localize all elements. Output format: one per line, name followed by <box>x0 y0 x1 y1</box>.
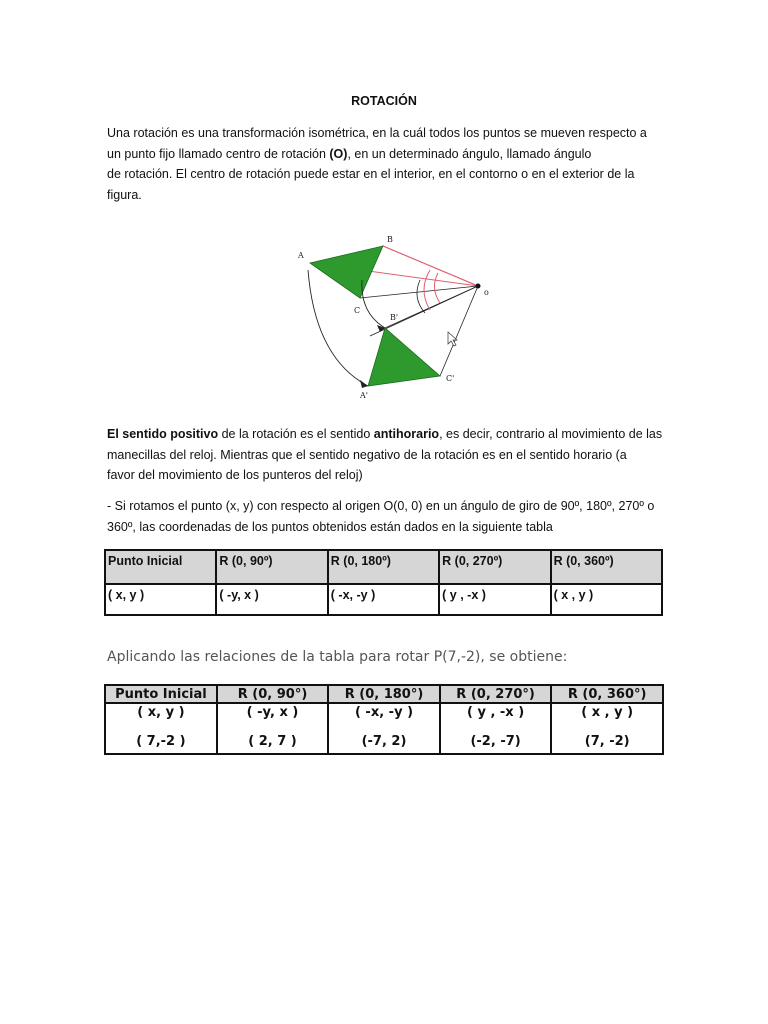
intro-line-4: figura. <box>107 187 142 202</box>
table-header-cell: R (0, 270°) <box>440 685 552 703</box>
sense-line-1 <box>107 424 667 445</box>
page-title: ROTACIÓN <box>351 94 417 108</box>
table-header-row <box>105 685 663 703</box>
table-cell <box>105 703 217 754</box>
formula: ( -y, x ) <box>246 705 299 720</box>
sense-text: de la rotación es el sentido <box>218 427 374 441</box>
result: (-2, -7) <box>470 734 521 749</box>
label-c-prime: C' <box>446 374 455 383</box>
table-cell: ( -y, x ) <box>216 584 327 615</box>
rotated-triangle <box>368 328 440 386</box>
table-cell <box>440 703 552 754</box>
label-a: A <box>298 251 304 260</box>
original-triangle <box>310 246 383 298</box>
sense-line-3: favor del movimiento de los punteros del reloj) <box>107 468 363 482</box>
table-header-cell: R (0, 90º) <box>216 550 327 584</box>
table-header-cell: R (0, 180°) <box>328 685 440 703</box>
table-header-cell: R (0, 270º) <box>439 550 550 584</box>
table-cell: ( x, y ) <box>105 584 216 615</box>
intro-text: , en un determinado ángulo, llamado ángulo <box>347 146 592 161</box>
example-caption: Aplicando las relaciones de la tabla para rotar P(7,-2), se obtiene: <box>107 649 568 665</box>
table-header-cell: R (0, 90°) <box>217 685 328 703</box>
table-cell: ( y , -x ) <box>439 584 550 615</box>
intro-line-2 <box>107 144 667 165</box>
rule-paragraph <box>107 496 667 537</box>
rotation-rules-table <box>104 549 663 616</box>
cursor-icon <box>448 332 457 346</box>
table-header-cell: R (0, 180º) <box>328 550 439 584</box>
rotation-arc-b <box>362 280 385 328</box>
table-header-cell: Punto Inicial <box>105 550 216 584</box>
label-o: o <box>484 288 489 297</box>
table-row <box>105 584 662 615</box>
example-table <box>104 684 664 755</box>
line-c-o <box>360 286 478 298</box>
rotation-figure <box>290 228 490 408</box>
table-header-row <box>105 550 662 584</box>
sense-text: El sentido positivo <box>107 427 219 441</box>
result: (7, -2) <box>584 734 630 749</box>
intro-text: . El centro de rotación puede estar en el interior, en el contorno o en el exterior de la <box>168 167 635 181</box>
center-point <box>476 284 481 289</box>
sense-paragraph <box>107 424 667 486</box>
sense-text: antihorario <box>373 427 440 441</box>
table-cell <box>217 703 328 754</box>
intro-text: de rotación <box>107 167 169 181</box>
intro-paragraph <box>107 123 667 205</box>
formula: ( x, y ) <box>137 705 185 720</box>
sense-line-2: manecillas del reloj. Mientras que el sentido negativo de la rotación es en el sentido horario (a <box>107 447 627 462</box>
result: (-7, 2) <box>361 734 407 749</box>
formula: ( -x, -y ) <box>354 705 414 720</box>
table-header-cell: Punto Inicial <box>105 685 217 703</box>
label-b: B <box>387 235 393 244</box>
result: ( 2, 7 ) <box>248 734 297 749</box>
center-label: (O) <box>329 146 348 161</box>
angle-arc-positive <box>434 273 440 303</box>
angle-arc <box>417 280 425 313</box>
label-a-prime: A' <box>360 391 368 400</box>
table-header-cell: R (0, 360°) <box>551 685 663 703</box>
label-c: C <box>354 306 361 315</box>
sense-text: , es decir, contrario al movimiento de las <box>439 427 663 441</box>
rule-line-2: 360º, las coordenadas de los puntos obtenidos están dados en la siguiente tabla <box>107 519 553 534</box>
line-c2-o <box>440 286 478 376</box>
label-b-prime: B' <box>390 313 399 322</box>
table-header-cell: R (0, 360º) <box>551 550 662 584</box>
table-cell: ( x , y ) <box>551 584 662 615</box>
table-cell <box>551 703 663 754</box>
result: ( 7,-2 ) <box>136 734 186 749</box>
table-row <box>105 703 663 754</box>
rule-line-1: - Si rotamos el punto (x, y) con respecto al origen O(0, 0) en un ángulo de giro de 90º, 180º, 270º o <box>107 499 655 513</box>
table-cell <box>328 703 440 754</box>
intro-line-1: Una rotación es una transformación isométrica, en la cuál todos los puntos se mueven respecto a <box>107 126 647 140</box>
intro-text: un punto fijo llamado centro de rotación <box>107 146 330 161</box>
table-cell: ( -x, -y ) <box>328 584 439 615</box>
formula: ( x , y ) <box>581 705 634 720</box>
formula: ( y , -x ) <box>466 705 525 720</box>
intro-line-3 <box>107 164 667 185</box>
